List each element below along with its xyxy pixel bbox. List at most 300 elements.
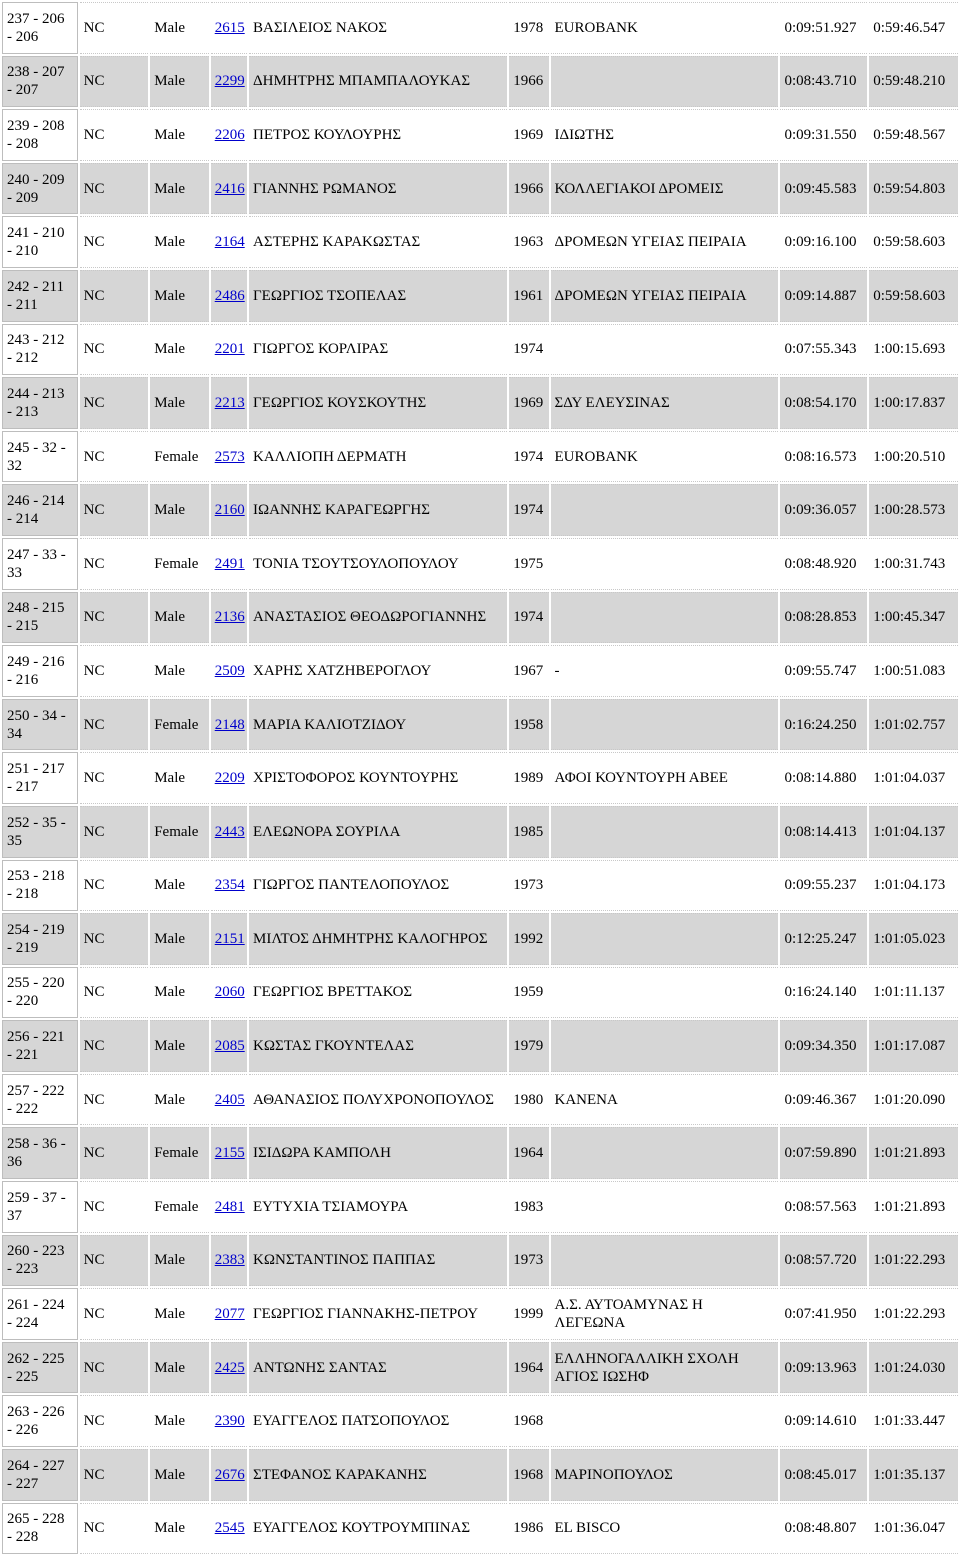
birth-year-cell: 1985 (509, 806, 548, 858)
name-cell: ΙΣΙΔΩΡΑ ΚΑΜΠΟΛΗ (249, 1127, 507, 1179)
split-time-cell: 0:08:48.807 (780, 1503, 867, 1555)
club-cell (551, 913, 779, 965)
split-time-cell: 0:09:31.550 (780, 109, 867, 161)
name-cell: ΓΕΩΡΓΙΟΣ ΓΙΑΝΝΑΚΗΣ-ΠΕΤΡΟΥ (249, 1288, 507, 1340)
bib-cell (211, 270, 247, 322)
bib-cell (211, 967, 247, 1019)
gender-cell: Female (150, 699, 208, 751)
club-cell (551, 860, 779, 912)
name-cell: ΚΑΛΛΙΟΠΗ ΔΕΡΜΑΤΗ (249, 431, 507, 483)
bib-cell (211, 1020, 247, 1072)
table-row (2, 216, 958, 268)
table-row (2, 1020, 958, 1072)
club-cell: ΚΟΛΛΕΓΙΑΚΟΙ ΔΡΟΜΕΙΣ (551, 163, 779, 215)
gender-cell: Male (150, 324, 208, 376)
club-cell: EL BISCO (551, 1503, 779, 1555)
total-time-cell: 0:59:46.547 (869, 2, 958, 54)
bib-link[interactable]: 2136 (214, 609, 245, 626)
gender-cell: Male (150, 1395, 208, 1447)
gender-cell: Female (150, 538, 208, 590)
birth-year-cell: 1966 (509, 56, 548, 108)
club-cell (551, 1235, 779, 1287)
position-cell: 255 - 220 - 220 (2, 967, 78, 1019)
birth-year-cell: 1968 (509, 1449, 548, 1501)
bib-link[interactable]: 2209 (214, 770, 245, 787)
position-cell: 237 - 206 - 206 (2, 2, 78, 54)
bib-link[interactable]: 2573 (214, 448, 245, 465)
category-cell: NC (80, 645, 149, 697)
total-time-cell: 1:01:11.137 (869, 967, 958, 1019)
category-cell: NC (80, 1288, 149, 1340)
gender-cell: Male (150, 645, 208, 697)
split-time-cell: 0:09:55.237 (780, 860, 867, 912)
split-time-cell: 0:08:16.573 (780, 431, 867, 483)
table-row (2, 806, 958, 858)
gender-cell: Female (150, 1181, 208, 1233)
position-cell: 248 - 215 - 215 (2, 592, 78, 644)
table-row (2, 431, 958, 483)
bib-cell (211, 752, 247, 804)
name-cell: ΔΗΜΗΤΡΗΣ ΜΠΑΜΠΑΛΟΥΚΑΣ (249, 56, 507, 108)
bib-link[interactable]: 2416 (214, 180, 245, 197)
name-cell: ΕΥΑΓΓΕΛΟΣ ΠΑΤΣΟΠΟΥΛΟΣ (249, 1395, 507, 1447)
position-cell: 247 - 33 - 33 (2, 538, 78, 590)
total-time-cell: 1:00:17.837 (869, 377, 958, 429)
gender-cell: Female (150, 1127, 208, 1179)
name-cell: ΧΑΡΗΣ ΧΑΤΖΗΒΕΡΟΓΛΟΥ (249, 645, 507, 697)
total-time-cell: 1:00:15.693 (869, 324, 958, 376)
gender-cell: Male (150, 216, 208, 268)
category-cell: NC (80, 699, 149, 751)
split-time-cell: 0:09:51.927 (780, 2, 867, 54)
split-time-cell: 0:08:57.720 (780, 1235, 867, 1287)
birth-year-cell: 1974 (509, 431, 548, 483)
split-time-cell: 0:12:25.247 (780, 913, 867, 965)
total-time-cell: 1:01:04.037 (869, 752, 958, 804)
name-cell: ΕΛΕΩΝΟΡΑ ΣΟΥΡΙΛΑ (249, 806, 507, 858)
position-cell: 253 - 218 - 218 (2, 860, 78, 912)
name-cell: ΚΩΣΤΑΣ ΓΚΟΥΝΤΕΛΑΣ (249, 1020, 507, 1072)
name-cell: ΑΘΑΝΑΣΙΟΣ ΠΟΛΥΧΡΟΝΟΠΟΥΛΟΣ (249, 1074, 507, 1126)
position-cell: 239 - 208 - 208 (2, 109, 78, 161)
position-cell: 251 - 217 - 217 (2, 752, 78, 804)
gender-cell: Male (150, 1288, 208, 1340)
split-time-cell: 0:08:14.413 (780, 806, 867, 858)
bib-link[interactable]: 2148 (214, 716, 245, 733)
bib-link[interactable]: 2160 (214, 502, 245, 519)
position-cell: 242 - 211 - 211 (2, 270, 78, 322)
birth-year-cell: 1986 (509, 1503, 548, 1555)
split-time-cell: 0:08:48.920 (780, 538, 867, 590)
gender-cell: Male (150, 860, 208, 912)
name-cell: ΑΣΤΕΡΗΣ ΚΑΡΑΚΩΣΤΑΣ (249, 216, 507, 268)
bib-link[interactable]: 2354 (214, 877, 245, 894)
birth-year-cell: 1992 (509, 913, 548, 965)
name-cell: ΓΙΩΡΓΟΣ ΚΟΡΛΙΡΑΣ (249, 324, 507, 376)
category-cell: NC (80, 1342, 149, 1394)
bib-link[interactable]: 2085 (214, 1038, 245, 1055)
split-time-cell: 0:09:34.350 (780, 1020, 867, 1072)
club-cell: ΔΡΟΜΕΩΝ ΥΓΕΙΑΣ ΠΕΙΡΑΙΑ (551, 270, 779, 322)
club-cell: EUROBANK (551, 2, 779, 54)
table-row (2, 270, 958, 322)
bib-cell (211, 645, 247, 697)
bib-link[interactable]: 2201 (214, 341, 245, 358)
bib-cell (211, 806, 247, 858)
gender-cell: Male (150, 1235, 208, 1287)
birth-year-cell: 1969 (509, 377, 548, 429)
split-time-cell: 0:16:24.140 (780, 967, 867, 1019)
bib-cell (211, 1181, 247, 1233)
category-cell: NC (80, 109, 149, 161)
club-cell (551, 1181, 779, 1233)
category-cell: NC (80, 377, 149, 429)
name-cell: ΜΑΡΙΑ ΚΑΛΙΟΤΖΙΔΟΥ (249, 699, 507, 751)
position-cell: 244 - 213 - 213 (2, 377, 78, 429)
category-cell: NC (80, 2, 149, 54)
total-time-cell: 1:01:35.137 (869, 1449, 958, 1501)
split-time-cell: 0:08:43.710 (780, 56, 867, 108)
gender-cell: Male (150, 163, 208, 215)
club-cell: EUROBANK (551, 431, 779, 483)
split-time-cell: 0:08:45.017 (780, 1449, 867, 1501)
bib-link[interactable]: 2545 (214, 1520, 245, 1537)
bib-cell (211, 1449, 247, 1501)
name-cell: ΑΝΤΩΝΗΣ ΣΑΝΤΑΣ (249, 1342, 507, 1394)
category-cell: NC (80, 1020, 149, 1072)
gender-cell: Male (150, 270, 208, 322)
category-cell: NC (80, 324, 149, 376)
total-time-cell: 0:59:54.803 (869, 163, 958, 215)
split-time-cell: 0:09:14.610 (780, 1395, 867, 1447)
category-cell: NC (80, 806, 149, 858)
position-cell: 238 - 207 - 207 (2, 56, 78, 108)
name-cell: ΒΑΣΙΛΕΙΟΣ ΝΑΚΟΣ (249, 2, 507, 54)
bib-link[interactable]: 2155 (214, 1145, 245, 1162)
birth-year-cell: 1979 (509, 1020, 548, 1072)
name-cell: ΑΝΑΣΤΑΣΙΟΣ ΘΕΟΔΩΡΟΓΙΑΝΝΗΣ (249, 592, 507, 644)
split-time-cell: 0:09:14.887 (780, 270, 867, 322)
club-cell (551, 806, 779, 858)
birth-year-cell: 1973 (509, 860, 548, 912)
category-cell: NC (80, 56, 149, 108)
position-cell: 260 - 223 - 223 (2, 1235, 78, 1287)
position-cell: 252 - 35 - 35 (2, 806, 78, 858)
bib-link[interactable]: 2151 (214, 930, 245, 947)
total-time-cell: 1:00:31.743 (869, 538, 958, 590)
position-cell: 257 - 222 - 222 (2, 1074, 78, 1126)
table-row (2, 752, 958, 804)
split-time-cell: 0:08:57.563 (780, 1181, 867, 1233)
gender-cell: Male (150, 752, 208, 804)
club-cell (551, 538, 779, 590)
bib-link[interactable]: 2383 (214, 1252, 245, 1269)
club-cell: ΙΔΙΩΤΗΣ (551, 109, 779, 161)
category-cell: NC (80, 216, 149, 268)
name-cell: ΓΕΩΡΓΙΟΣ ΤΣΟΠΕΛΑΣ (249, 270, 507, 322)
gender-cell: Male (150, 1342, 208, 1394)
category-cell: NC (80, 163, 149, 215)
name-cell: ΤΟΝΙΑ ΤΣΟΥΤΣΟΥΛΟΠΟΥΛΟΥ (249, 538, 507, 590)
table-row (2, 1449, 958, 1501)
total-time-cell: 1:01:22.293 (869, 1235, 958, 1287)
total-time-cell: 1:01:33.447 (869, 1395, 958, 1447)
bib-cell (211, 1074, 247, 1126)
total-time-cell: 1:01:36.047 (869, 1503, 958, 1555)
table-row (2, 699, 958, 751)
birth-year-cell: 1989 (509, 752, 548, 804)
gender-cell: Male (150, 2, 208, 54)
position-cell: 246 - 214 - 214 (2, 484, 78, 536)
club-cell: - (551, 645, 779, 697)
category-cell: NC (80, 1181, 149, 1233)
total-time-cell: 1:01:04.173 (869, 860, 958, 912)
bib-cell (211, 1235, 247, 1287)
birth-year-cell: 1961 (509, 270, 548, 322)
birth-year-cell: 1969 (509, 109, 548, 161)
total-time-cell: 1:00:45.347 (869, 592, 958, 644)
bib-cell (211, 431, 247, 483)
total-time-cell: 0:59:48.210 (869, 56, 958, 108)
category-cell: NC (80, 484, 149, 536)
club-cell: Α.Σ. ΑΥΤΟΑΜΥΝΑΣ Η ΛΕΓΕΩΝΑ (551, 1288, 779, 1340)
position-cell: 264 - 227 - 227 (2, 1449, 78, 1501)
category-cell: NC (80, 1503, 149, 1555)
total-time-cell: 1:01:24.030 (869, 1342, 958, 1394)
bib-cell (211, 860, 247, 912)
table-row (2, 1127, 958, 1179)
category-cell: NC (80, 431, 149, 483)
position-cell: 250 - 34 - 34 (2, 699, 78, 751)
table-row (2, 592, 958, 644)
position-cell: 263 - 226 - 226 (2, 1395, 78, 1447)
gender-cell: Male (150, 1503, 208, 1555)
split-time-cell: 0:07:59.890 (780, 1127, 867, 1179)
split-time-cell: 0:08:14.880 (780, 752, 867, 804)
table-row (2, 967, 958, 1019)
bib-cell (211, 109, 247, 161)
table-row (2, 484, 958, 536)
table-row (2, 645, 958, 697)
bib-link[interactable]: 2491 (214, 555, 245, 572)
split-time-cell: 0:09:36.057 (780, 484, 867, 536)
club-cell: ΔΡΟΜΕΩΝ ΥΓΕΙΑΣ ΠΕΙΡΑΙΑ (551, 216, 779, 268)
category-cell: NC (80, 752, 149, 804)
birth-year-cell: 1974 (509, 324, 548, 376)
bib-link[interactable]: 2164 (214, 234, 245, 251)
birth-year-cell: 1967 (509, 645, 548, 697)
club-cell (551, 1127, 779, 1179)
bib-cell (211, 1395, 247, 1447)
name-cell: ΕΥΑΓΓΕΛΟΣ ΚΟΥΤΡΟΥΜΠΙΝΑΣ (249, 1503, 507, 1555)
bib-link[interactable]: 2425 (214, 1359, 245, 1376)
category-cell: NC (80, 592, 149, 644)
table-row (2, 2, 958, 54)
name-cell: ΙΩΑΝΝΗΣ ΚΑΡΑΓΕΩΡΓΗΣ (249, 484, 507, 536)
position-cell: 259 - 37 - 37 (2, 1181, 78, 1233)
position-cell: 258 - 36 - 36 (2, 1127, 78, 1179)
bib-link[interactable]: 2213 (214, 394, 245, 411)
club-cell (551, 484, 779, 536)
split-time-cell: 0:09:16.100 (780, 216, 867, 268)
bib-link[interactable]: 2060 (214, 984, 245, 1001)
split-time-cell: 0:09:45.583 (780, 163, 867, 215)
birth-year-cell: 1964 (509, 1127, 548, 1179)
total-time-cell: 1:00:20.510 (869, 431, 958, 483)
total-time-cell: 1:01:02.757 (869, 699, 958, 751)
total-time-cell: 1:00:51.083 (869, 645, 958, 697)
total-time-cell: 0:59:58.603 (869, 270, 958, 322)
bib-link[interactable]: 2077 (214, 1306, 245, 1323)
name-cell: ΓΕΩΡΓΙΟΣ ΚΟΥΣΚΟΥΤΗΣ (249, 377, 507, 429)
table-row (2, 1503, 958, 1555)
bib-link[interactable]: 2615 (214, 19, 245, 36)
table-row (2, 913, 958, 965)
club-cell (551, 56, 779, 108)
birth-year-cell: 1964 (509, 1342, 548, 1394)
split-time-cell: 0:08:54.170 (780, 377, 867, 429)
birth-year-cell: 1959 (509, 967, 548, 1019)
position-cell: 243 - 212 - 212 (2, 324, 78, 376)
bib-cell (211, 538, 247, 590)
table-row (2, 109, 958, 161)
table-row (2, 324, 958, 376)
birth-year-cell: 1978 (509, 2, 548, 54)
birth-year-cell: 1980 (509, 1074, 548, 1126)
bib-link[interactable]: 2676 (214, 1466, 245, 1483)
birth-year-cell: 1973 (509, 1235, 548, 1287)
gender-cell: Female (150, 431, 208, 483)
gender-cell: Male (150, 592, 208, 644)
table-row (2, 538, 958, 590)
birth-year-cell: 1975 (509, 538, 548, 590)
category-cell: NC (80, 967, 149, 1019)
table-row (2, 1395, 958, 1447)
gender-cell: Male (150, 1449, 208, 1501)
total-time-cell: 0:59:58.603 (869, 216, 958, 268)
total-time-cell: 1:00:28.573 (869, 484, 958, 536)
position-cell: 249 - 216 - 216 (2, 645, 78, 697)
gender-cell: Male (150, 1074, 208, 1126)
gender-cell: Male (150, 967, 208, 1019)
club-cell (551, 1020, 779, 1072)
bib-link[interactable]: 2405 (214, 1091, 245, 1108)
split-time-cell: 0:09:13.963 (780, 1342, 867, 1394)
club-cell: ΜΑΡΙΝΟΠΟΥΛΟΣ (551, 1449, 779, 1501)
bib-cell (211, 1127, 247, 1179)
birth-year-cell: 1999 (509, 1288, 548, 1340)
position-cell: 261 - 224 - 224 (2, 1288, 78, 1340)
table-row (2, 1288, 958, 1340)
name-cell: ΧΡΙΣΤΟΦΟΡΟΣ ΚΟΥΝΤΟΥΡΗΣ (249, 752, 507, 804)
category-cell: NC (80, 538, 149, 590)
name-cell: ΓΙΑΝΝΗΣ ΡΩΜΑΝΟΣ (249, 163, 507, 215)
bib-cell (211, 484, 247, 536)
gender-cell: Male (150, 484, 208, 536)
club-cell: ΣΔΥ ΕΛΕΥΣΙΝΑΣ (551, 377, 779, 429)
club-cell: ΑΦΟΙ ΚΟΥΝΤΟΥΡΗ ΑΒΕΕ (551, 752, 779, 804)
category-cell: NC (80, 913, 149, 965)
bib-cell (211, 1342, 247, 1394)
bib-cell (211, 592, 247, 644)
bib-link[interactable]: 2443 (214, 823, 245, 840)
total-time-cell: 1:01:21.893 (869, 1181, 958, 1233)
position-cell: 256 - 221 - 221 (2, 1020, 78, 1072)
name-cell: ΜΙΛΤΟΣ ΔΗΜΗΤΡΗΣ ΚΑΛΟΓΗΡΟΣ (249, 913, 507, 965)
category-cell: NC (80, 1074, 149, 1126)
total-time-cell: 1:01:22.293 (869, 1288, 958, 1340)
position-cell: 254 - 219 - 219 (2, 913, 78, 965)
table-row (2, 860, 958, 912)
table-row (2, 56, 958, 108)
category-cell: NC (80, 1449, 149, 1501)
bib-link[interactable]: 2486 (214, 287, 245, 304)
category-cell: NC (80, 1235, 149, 1287)
bib-link[interactable]: 2481 (214, 1198, 245, 1215)
club-cell: ΚΑΝΕΝΑ (551, 1074, 779, 1126)
bib-link[interactable]: 2390 (214, 1413, 245, 1430)
birth-year-cell: 1968 (509, 1395, 548, 1447)
bib-cell (211, 2, 247, 54)
gender-cell: Male (150, 377, 208, 429)
bib-cell (211, 377, 247, 429)
bib-cell (211, 699, 247, 751)
bib-cell (211, 1503, 247, 1555)
split-time-cell: 0:08:28.853 (780, 592, 867, 644)
category-cell: NC (80, 270, 149, 322)
table-row (2, 1181, 958, 1233)
gender-cell: Male (150, 1020, 208, 1072)
name-cell: ΕΥΤΥΧΙΑ ΤΣΙΑΜΟΥΡΑ (249, 1181, 507, 1233)
birth-year-cell: 1963 (509, 216, 548, 268)
birth-year-cell: 1974 (509, 484, 548, 536)
gender-cell: Male (150, 913, 208, 965)
bib-link[interactable]: 2206 (214, 126, 245, 143)
name-cell: ΓΙΩΡΓΟΣ ΠΑΝΤΕΛΟΠΟΥΛΟΣ (249, 860, 507, 912)
table-row (2, 377, 958, 429)
gender-cell: Male (150, 109, 208, 161)
birth-year-cell: 1974 (509, 592, 548, 644)
bib-cell (211, 56, 247, 108)
total-time-cell: 1:01:05.023 (869, 913, 958, 965)
table-row (2, 1074, 958, 1126)
club-cell (551, 1395, 779, 1447)
position-cell: 265 - 228 - 228 (2, 1503, 78, 1555)
birth-year-cell: 1983 (509, 1181, 548, 1233)
gender-cell: Female (150, 806, 208, 858)
name-cell: ΚΩΝΣΤΑΝΤΙΝΟΣ ΠΑΠΠΑΣ (249, 1235, 507, 1287)
results-body (2, 2, 958, 1554)
position-cell: 241 - 210 - 210 (2, 216, 78, 268)
bib-link[interactable]: 2509 (214, 662, 245, 679)
total-time-cell: 0:59:48.567 (869, 109, 958, 161)
total-time-cell: 1:01:20.090 (869, 1074, 958, 1126)
gender-cell: Male (150, 56, 208, 108)
split-time-cell: 0:07:41.950 (780, 1288, 867, 1340)
total-time-cell: 1:01:17.087 (869, 1020, 958, 1072)
bib-link[interactable]: 2299 (214, 73, 245, 90)
split-time-cell: 0:07:55.343 (780, 324, 867, 376)
club-cell (551, 324, 779, 376)
split-time-cell: 0:09:55.747 (780, 645, 867, 697)
category-cell: NC (80, 860, 149, 912)
name-cell: ΣΤΕΦΑΝΟΣ ΚΑΡΑΚΑΝΗΣ (249, 1449, 507, 1501)
bib-cell (211, 216, 247, 268)
position-cell: 262 - 225 - 225 (2, 1342, 78, 1394)
position-cell: 245 - 32 - 32 (2, 431, 78, 483)
bib-cell (211, 163, 247, 215)
category-cell: NC (80, 1395, 149, 1447)
